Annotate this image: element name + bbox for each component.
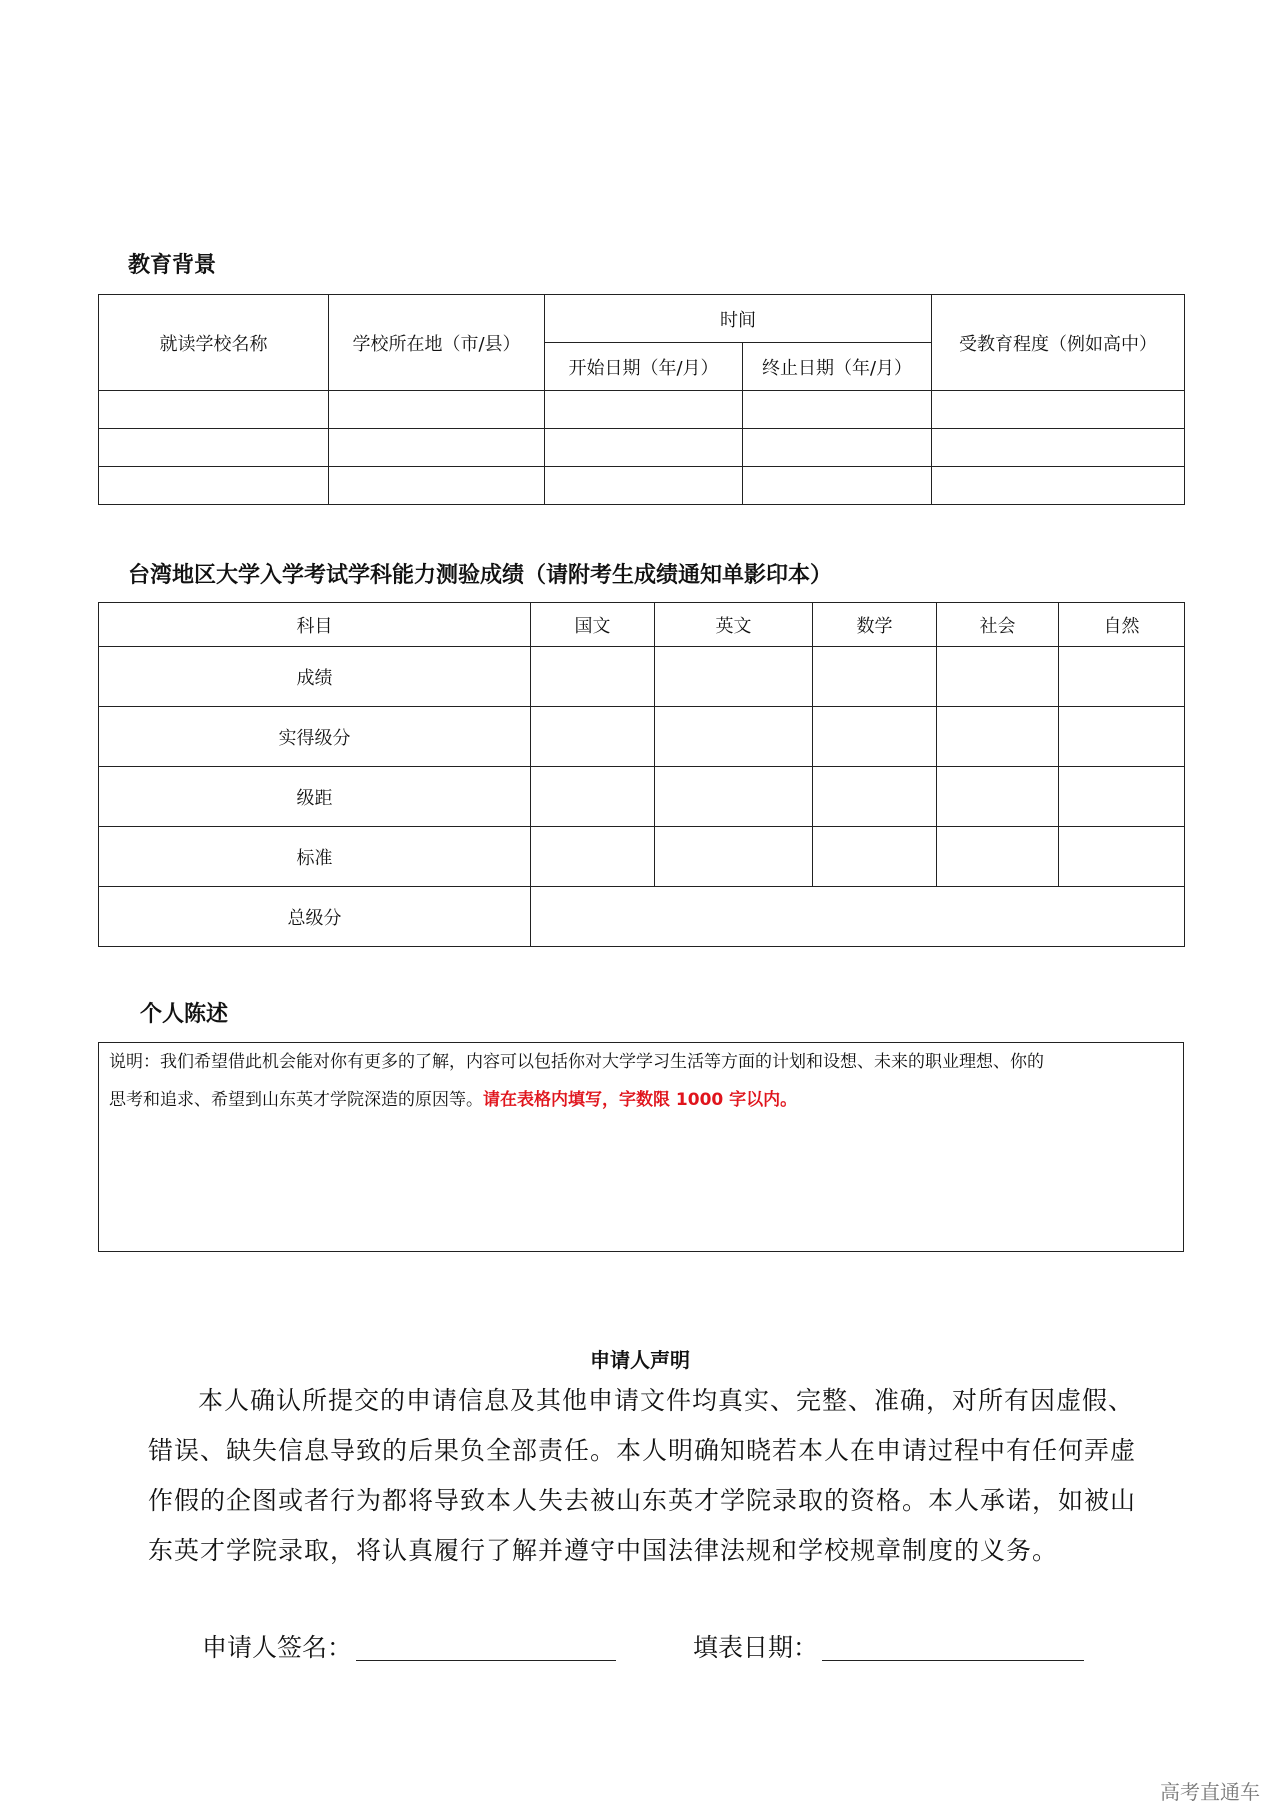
score-cell[interactable] <box>655 827 813 887</box>
row-label-total: 总级分 <box>99 887 531 947</box>
subject-social: 社会 <box>937 603 1059 647</box>
watermark-text: 高考直通车 <box>1160 1780 1260 1804</box>
education-row <box>99 467 1185 505</box>
scores-table <box>98 602 1185 947</box>
total-row <box>99 887 1185 947</box>
education-cell[interactable] <box>329 391 545 429</box>
signature-label: 申请人签名： <box>202 1633 353 1662</box>
education-row <box>99 429 1185 467</box>
education-cell[interactable] <box>545 429 743 467</box>
score-cell[interactable] <box>655 707 813 767</box>
score-row <box>99 707 1185 767</box>
date-label: 填表日期： <box>693 1633 819 1662</box>
score-cell[interactable] <box>531 707 655 767</box>
score-cell[interactable] <box>531 647 655 707</box>
education-cell[interactable] <box>932 429 1185 467</box>
header-time: 时间 <box>545 295 932 343</box>
education-cell[interactable] <box>329 429 545 467</box>
education-cell[interactable] <box>743 467 932 505</box>
date-field[interactable] <box>822 1632 1084 1661</box>
score-row <box>99 647 1185 707</box>
education-cell[interactable] <box>743 391 932 429</box>
statement-limit-note: 请在表格内填写，字数限 1000 字以内。 <box>483 1090 798 1110</box>
education-table <box>98 294 1185 505</box>
header-school-name: 就读学校名称 <box>99 295 329 391</box>
score-cell[interactable] <box>655 767 813 827</box>
score-cell[interactable] <box>1059 827 1185 887</box>
education-cell[interactable] <box>932 467 1185 505</box>
education-cell[interactable] <box>545 391 743 429</box>
signature-field[interactable] <box>356 1632 616 1661</box>
header-end-date: 终止日期（年/月） <box>743 343 932 391</box>
education-row <box>99 391 1185 429</box>
row-label-level: 实得级分 <box>99 707 531 767</box>
education-cell[interactable] <box>99 391 329 429</box>
education-cell[interactable] <box>743 429 932 467</box>
total-score-cell[interactable] <box>531 887 1185 947</box>
statement-box[interactable] <box>98 1042 1184 1252</box>
row-label-standard: 标准 <box>99 827 531 887</box>
score-cell[interactable] <box>813 767 937 827</box>
score-cell[interactable] <box>813 647 937 707</box>
education-cell[interactable] <box>329 467 545 505</box>
declaration-line: 错误、缺失信息导致的后果负全部责任。本人明确知晓若本人在申请过程中有任何弄虚 <box>148 1436 1137 1465</box>
education-section-title: 教育背景 <box>128 253 217 278</box>
subject-math: 数学 <box>813 603 937 647</box>
score-cell[interactable] <box>813 707 937 767</box>
declaration-title: 申请人声明 <box>590 1348 690 1372</box>
statement-section-title: 个人陈述 <box>140 1002 229 1027</box>
score-cell[interactable] <box>813 827 937 887</box>
subject-english: 英文 <box>655 603 813 647</box>
education-cell[interactable] <box>932 391 1185 429</box>
statement-note-line2 <box>109 1081 1173 1119</box>
subject-chinese: 国文 <box>531 603 655 647</box>
statement-note-text: 思考和追求、希望到山东英才学院深造的原因等。 <box>109 1090 483 1110</box>
header-school-location: 学校所在地（市/县） <box>329 295 545 391</box>
score-cell[interactable] <box>655 647 813 707</box>
header-education-level: 受教育程度（例如高中） <box>932 295 1185 391</box>
education-cell[interactable] <box>99 429 329 467</box>
score-cell[interactable] <box>1059 767 1185 827</box>
header-subject: 科目 <box>99 603 531 647</box>
row-label-score: 成绩 <box>99 647 531 707</box>
declaration-line: 作假的企图或者行为都将导致本人失去被山东英才学院录取的资格。本人承诺，如被山 <box>148 1486 1137 1515</box>
education-cell[interactable] <box>545 467 743 505</box>
subject-science: 自然 <box>1059 603 1185 647</box>
statement-note-line1: 说明：我们希望借此机会能对你有更多的了解，内容可以包括你对大学学习生活等方面的计划和设想、未来的职业理想、你的 <box>109 1052 1044 1072</box>
declaration-line: 本人确认所提交的申请信息及其他申请文件均真实、完整、准确，对所有因虚假、 <box>198 1386 1135 1415</box>
score-cell[interactable] <box>531 827 655 887</box>
score-cell[interactable] <box>1059 647 1185 707</box>
score-cell[interactable] <box>531 767 655 827</box>
row-label-range: 级距 <box>99 767 531 827</box>
declaration-line: 东英才学院录取，将认真履行了解并遵守中国法律法规和学校规章制度的义务。 <box>148 1536 1059 1565</box>
score-row <box>99 827 1185 887</box>
score-cell[interactable] <box>1059 707 1185 767</box>
score-cell[interactable] <box>937 647 1059 707</box>
score-cell[interactable] <box>937 827 1059 887</box>
education-cell[interactable] <box>99 467 329 505</box>
declaration-body <box>148 1376 1158 1576</box>
score-row <box>99 767 1185 827</box>
scores-section-title: 台湾地区大学入学考试学科能力测验成绩（请附考生成绩通知单影印本） <box>128 563 833 588</box>
score-cell[interactable] <box>937 767 1059 827</box>
header-start-date: 开始日期（年/月） <box>545 343 743 391</box>
score-cell[interactable] <box>937 707 1059 767</box>
